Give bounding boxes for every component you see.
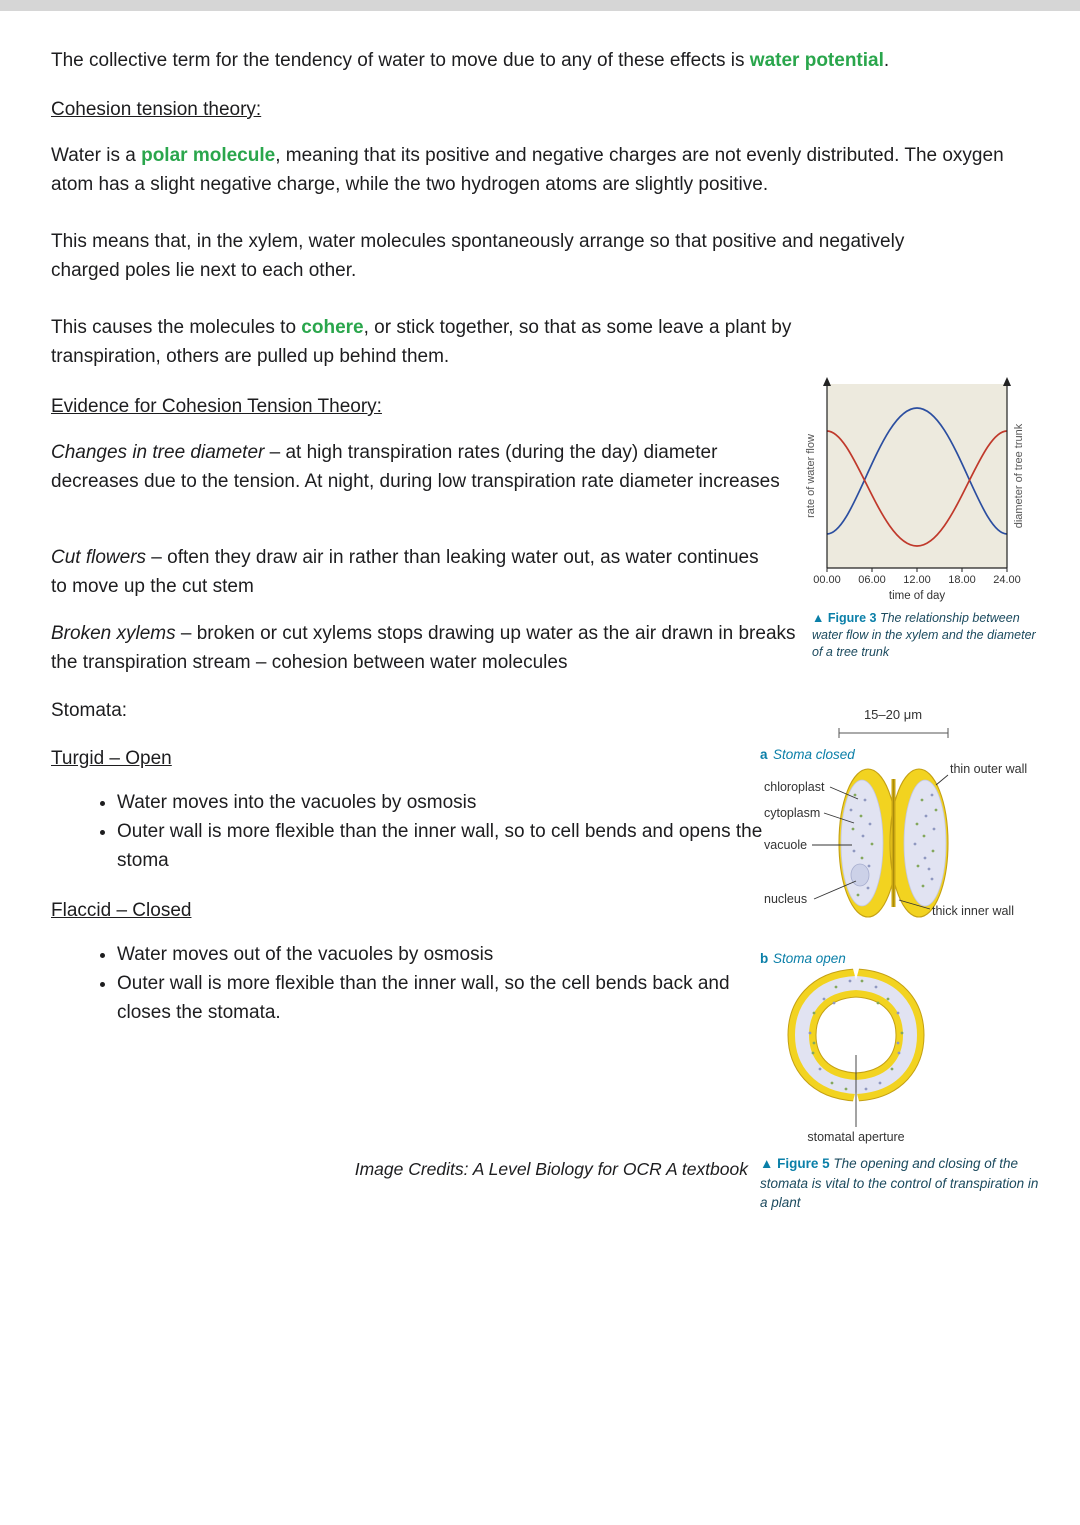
heading-cohesion-tension-theory: Cohesion tension theory: xyxy=(51,99,262,120)
bullet-item: • Water moves into the vacuoles by osmosis xyxy=(117,788,777,817)
evidence-lead: Cut flowers xyxy=(51,547,147,568)
text-run: . xyxy=(883,50,890,71)
y-axis-label-right: diameter of tree trunk xyxy=(1013,423,1025,529)
panel-a-letter: a xyxy=(760,747,768,762)
left-axis-arrow-icon xyxy=(823,377,831,386)
panel-b-title: Stoma open xyxy=(773,951,846,966)
panel-b-letter: b xyxy=(760,951,769,966)
evidence-lead: Changes in tree diameter xyxy=(51,442,265,463)
figure-marker-icon: ▲ xyxy=(812,611,825,625)
right-axis-arrow-icon xyxy=(1003,377,1011,386)
text-run: , or stick together, so that as some leave a plant by transpiration, others are pulled up behind them. xyxy=(51,317,792,367)
thin-outer-wall-leader-line xyxy=(936,775,948,785)
highlight-polar-molecule: polar molecule xyxy=(141,145,276,166)
image-credits: Image Credits: A Level Biology for OCR A textbook xyxy=(354,1159,748,1179)
heading-stomata: Stomata: xyxy=(51,700,128,721)
evidence-lead: Broken xylems xyxy=(51,623,176,644)
heading-evidence: Evidence for Cohesion Tension Theory: xyxy=(51,396,382,417)
text-run: – often they draw air in rather than leaking water out, as water continues to move up the cut stem xyxy=(51,547,759,597)
text-run: – at high transpiration rates (during the day) diameter decreases due to the tension. At night, during low transpiration rate diameter increases xyxy=(51,442,780,492)
heading-turgid-open: Turgid – Open xyxy=(51,748,172,769)
figure-marker-icon: ▲ xyxy=(760,1156,774,1171)
paragraph-broken-xylems xyxy=(51,619,809,677)
guard-cell-right-interior xyxy=(904,780,946,906)
y-axis-label-left: rate of water flow xyxy=(805,434,817,518)
figure3-caption-text: The relationship between water flow in the xylem and the diameter of a tree trunk xyxy=(812,611,1036,659)
figure3-label: Figure 3 xyxy=(827,611,877,625)
label-thick-inner-wall: thick inner wall xyxy=(932,904,1014,918)
label-thin-outer-wall: thin outer wall xyxy=(950,762,1028,776)
x-tick: 12.00 xyxy=(903,574,931,586)
label-stomatal-aperture: stomatal aperture xyxy=(807,1130,905,1144)
scale-label: 15–20 μm xyxy=(863,707,923,722)
paragraph-water-potential xyxy=(51,46,1036,75)
highlight-cohere: cohere xyxy=(301,317,364,338)
highlight-water-potential: water potential xyxy=(749,50,884,71)
paragraph-xylem-arrangement: This means that, in the xylem, water molecules spontaneously arrange so that positive and negatively charged poles lie next to each other. xyxy=(51,231,905,281)
text-run: The collective term for the tendency of water to move due to any of these effects is xyxy=(51,50,750,71)
flaccid-bullet-list xyxy=(51,940,787,1027)
figure5-caption xyxy=(760,1154,1044,1213)
figure3-caption xyxy=(812,610,1040,661)
paragraph-tree-diameter xyxy=(51,438,809,496)
panel-a-title: Stoma closed xyxy=(773,747,855,762)
nucleus-shape xyxy=(851,864,869,886)
label-chloroplast: chloroplast xyxy=(764,780,825,794)
stoma-closed-drawing xyxy=(839,769,948,917)
guard-cell-left-interior xyxy=(841,780,883,906)
heading-flaccid-closed: Flaccid – Closed xyxy=(51,900,192,921)
x-tick: 24.00 xyxy=(993,574,1021,586)
page-top-border xyxy=(0,0,1080,11)
bullet-item: • Outer wall is more flexible than the inner wall, so to cell bends and opens the stoma xyxy=(117,817,777,875)
figure5-diagram xyxy=(756,703,1048,1149)
bullet-item: • Outer wall is more flexible than the inner wall, so the cell bends back and closes the stomata. xyxy=(117,969,787,1027)
x-axis-label: time of day xyxy=(888,590,946,602)
x-tick: 00.00 xyxy=(813,574,841,586)
text-run: Water is a xyxy=(51,145,142,166)
bullet-item: • Water moves out of the vacuoles by osmosis xyxy=(117,940,787,969)
paragraph-polar-molecule xyxy=(51,141,1046,199)
plot-area xyxy=(827,384,1007,568)
x-tick: 18.00 xyxy=(948,574,976,586)
text-run: – broken or cut xylems stops drawing up water as the air drawn in breaks the transpiration stream – cohesion between water molecules xyxy=(51,623,796,673)
figure5-label: Figure 5 xyxy=(777,1156,830,1171)
paragraph-cut-flowers xyxy=(51,543,773,601)
paragraph-cohere xyxy=(51,313,906,371)
label-nucleus: nucleus xyxy=(764,892,808,906)
x-tick: 06.00 xyxy=(858,574,886,586)
label-cytoplasm: cytoplasm xyxy=(764,806,821,820)
label-vacuole: vacuole xyxy=(764,838,808,852)
text-run: , meaning that its positive and negative charges are not evenly distributed. The oxygen atom has a slight negative charge, while the two hydrogen atoms are slightly positive. xyxy=(51,145,1004,195)
turgid-bullet-list xyxy=(51,788,777,875)
text-run: This causes the molecules to xyxy=(51,317,302,338)
figure5-caption-text: The opening and closing of the stomata is vital to the control of transpiration in a plant xyxy=(760,1156,1039,1210)
figure3-chart xyxy=(800,376,1035,608)
scale-bracket xyxy=(839,728,948,738)
